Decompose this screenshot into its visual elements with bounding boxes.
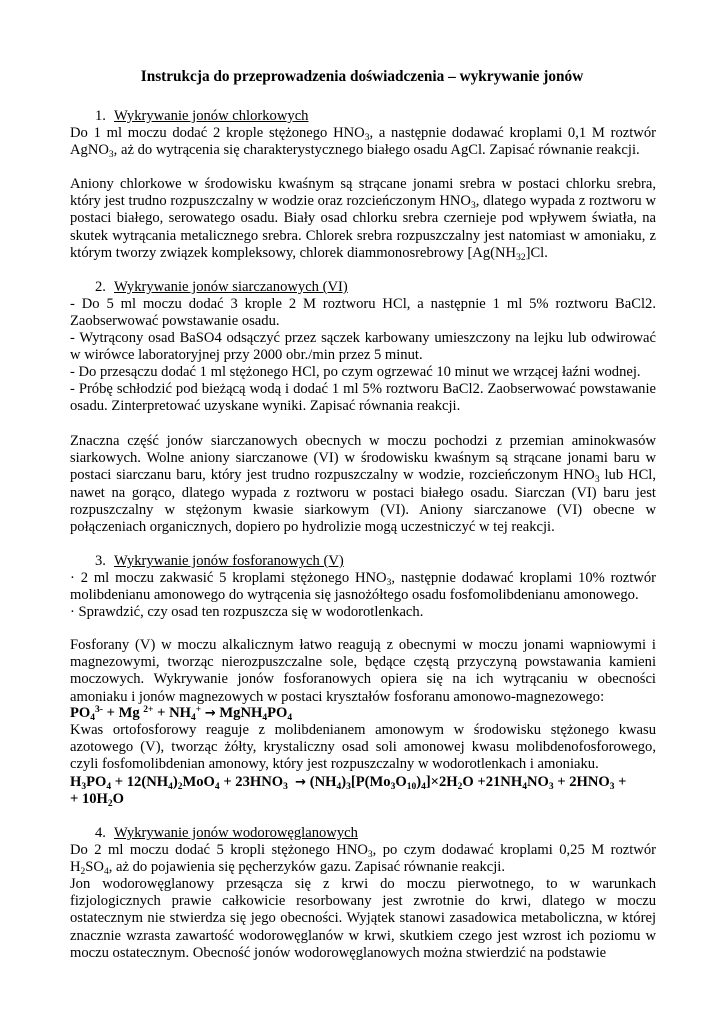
section-4-description: Jon wodorowęglanowy przesącza się z krwi do moczu pierwotnego, to w warunkach fizjologicznych prawie całkowicie resorbowany jest zwrotnie do krwi, dlatego w moczu ostatecznym nie stwierdza się jego obecności. Wyjątek stanowi zasadowica metaboliczna, w której znacznie wzrasta zawartość wodorowęglanów w krwi, skutkiem czego jest wzrost ich poziomu w moczu ostatecznym. Obecność jonów wodorowęglanowych można stwierdzić na podstawie [70,876,656,961]
section-3-heading: 3. Wykrywanie jonów fosforanowych (V) [95,553,344,569]
section-2-heading: 2. Wykrywanie jonów siarczanowych (VI) [95,279,348,295]
section-2-step-1: - Do 5 ml moczu dodać 3 krople 2 M roztworu HCl, a następnie 1 ml 5% roztworu BaCl2. Zaobserwować powstawanie osadu. [70,296,656,330]
section-3-description-1: Fosforany (V) w moczu alkalicznym łatwo reagują z obecnymi w moczu jonami wapniowymi i magnezowymi, tworząc nierozpuszczalne sole, będące częstą przyczyną powstawania kamieni moczowych. Wykrywanie jonów fosforanowych opiera się na ich wytrącaniu w obecności amoniaku i jonów magnezowych w postaci kryształów fosforanu amonowo-magnezowego: [70,637,656,705]
section-2-description: Znaczna część jonów siarczanowych obecnych w moczu pochodzi z przemian aminokwasów siarkowych. Wolne aniony siarczanowe (VI) w środowisku kwaśnym są strącane jonami baru w postaci siarczanu baru, który jest trudno rozpuszczalny w wodzie, rozcieńczonym $HNO_3$ lub HCl, nawet na gorąco, dlatego wypada z roztworu w postaci białego osadu. Siarczan (VI) baru jest rozpuszczalny w stężonym kwasie siarkowym (VI). Aniony siarczanowe (VI) obecne w połączeniach organicznych, dopiero po hydrolizie mogą uczestniczyć w tej reakcji. [70,433,656,536]
section-4-procedure: Do 2 ml moczu dodać 5 kropli stężonego $HNO_3$, po czym dodawać kroplami 0,25 M roztwór $H_2SO_4$, aż do pojawienia się pęcherzyków gazu. Zapisać równanie reakcji. [70,842,656,878]
section-1-procedure: Do 1 ml moczu dodać 2 krople stężonego $HNO_3$, a następnie dodawać kroplami 0,1 M roztwór AgNO$_3$, aż do wytrącenia się charakterystycznego białego osadu AgCl. Zapisać równanie reakcji. [70,125,656,161]
section-1-description: Aniony chlorkowe w środowisku kwaśnym są strącane jonami srebra w postaci chlorku srebra, który jest trudno rozpuszczalny w wodzie oraz rozcieńczonym $HNO_3$, dlatego wypada z roztworu w postaci białego, serowatego osadu. Biały osad chlorku srebra czernieje pod wpływem światła, na skutek wytrącania metalicznego srebra. Chlorek srebra rozpuszczalny jest natomiast w amoniaku, z którym tworzy związek kompleksowy, chlorek diammonosrebrowy [$Ag(NH_{32}]Cl$. [70,176,656,263]
section-1-heading: 1. Wykrywanie jonów chlorkowych [95,108,309,124]
section-2-step-3: - Do przesączu dodać 1 ml stężonego HCl, po czym ogrzewać 10 minut we wrzącej łaźni wodnej. [70,364,641,380]
document-title: Instrukcja do przeprowadzenia doświadczenia – wykrywanie jonów [140,68,584,85]
section-4-heading: 4. Wykrywanie jonów wodorowęglanowych [95,825,358,841]
reaction-arrow-icon: → [204,706,216,721]
equation-phosphomolybdate-continued: + $10H_2O$ [70,791,125,809]
section-2-step-4: - Próbę schłodzić pod bieżącą wodą i dodać 1 ml 5% roztworu BaCl2. Zaobserwować powstawanie osadu. Zinterpretować uzyskane wyniki. Zapisać równania reakcji. [70,381,656,415]
equation-magnesium-ammonium-phosphate: $PO_4^{3-} + Mg$ $^{2+} + NH_4^+$ → $MgNH_4PO_4$ [70,705,293,723]
section-2-step-2: - Wytrącony osad BaSO4 odsączyć przez sączek karbowany umieszczony na lejku lub odwirować w wirówce laboratoryjnej przy 2000 obr./min przez 5 minut. [70,330,656,364]
equation-phosphomolybdate: $H_3PO_4 + 12(NH_4)_2MoO_4 + 23HNO_3 \to (NH_4)_3[P(Mo_3O_{10})_4]\times 2H_2O +21NH_4NO_3 + 2HNO_3$ + [70,774,627,792]
reaction-arrow-icon: → [295,775,307,790]
section-3-step-2: · Sprawdzić, czy osad ten rozpuszcza się w wodorotlenkach. [70,604,424,620]
section-3-step-1: · 2 ml moczu zakwasić 5 kroplami stężonego $HNO_3$, następnie dodawać kroplami 10% roztwór molibdenianu amonowego do wytrącenia się jasnożółtego osadu fosfomolibdenianu amonowego. [70,570,656,604]
section-3-description-2: Kwas ortofosforowy reaguje z molibdenianem amonowym w środowisku stężonego kwasu azotowego (V), tworząc żółty, krystaliczny osad soli amonowej kwasu molibdenofosforowego, czyli fosfomolibdenian amonowy, który jest rozpuszczalny w wodorotlenkach i amoniaku. [70,722,656,773]
